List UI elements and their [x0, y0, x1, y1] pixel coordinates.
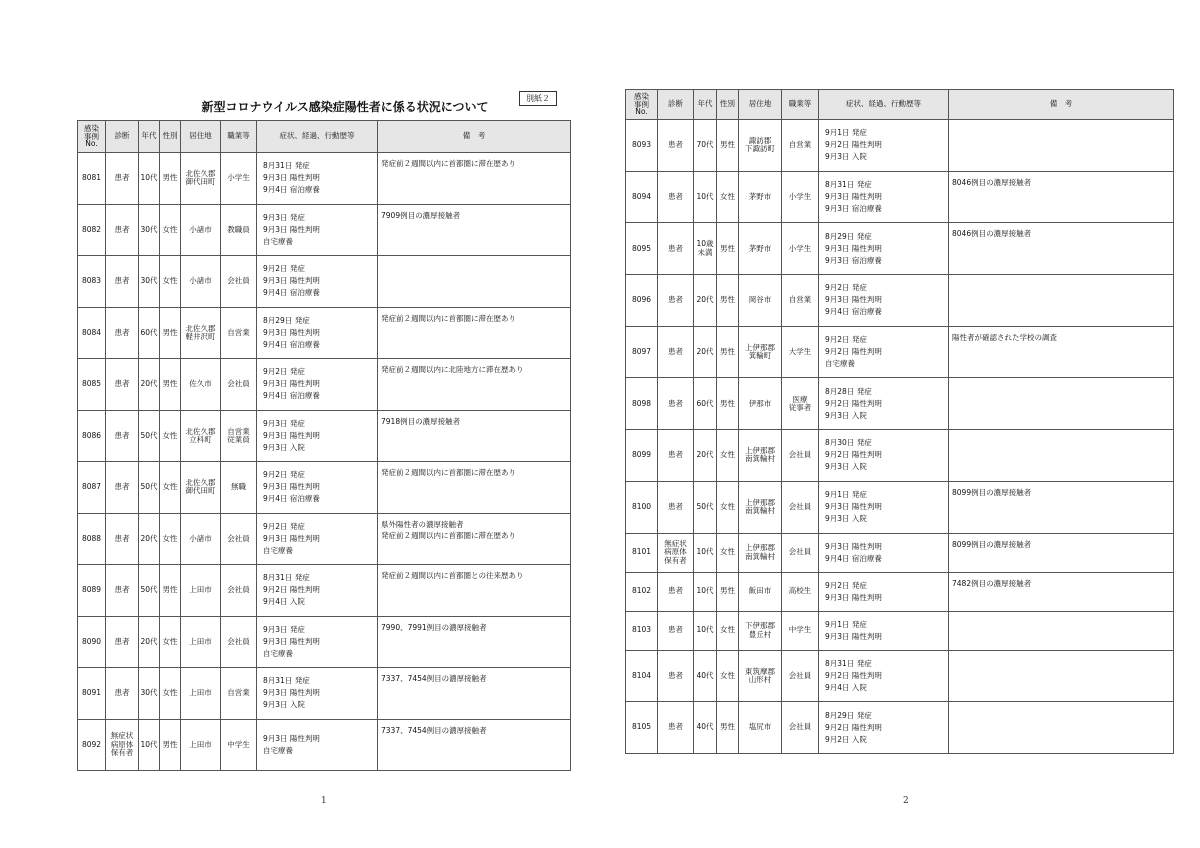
sex-cell: 男性: [717, 120, 739, 172]
age-cell: 40代: [694, 702, 717, 754]
table-row: [78, 616, 571, 668]
table-row: [78, 256, 571, 308]
occupation-cell: 高校生: [782, 572, 819, 611]
sex-cell: 女性: [160, 256, 181, 308]
residence-cell: 伊那市: [739, 378, 782, 430]
table-row: [626, 650, 1174, 702]
age-cell: 70代: [694, 120, 717, 172]
age-cell: 10歳 未満: [694, 223, 717, 275]
sex-cell: 男性: [160, 359, 181, 411]
remarks-cell: 8046例目の濃厚接触者: [949, 223, 1174, 275]
age-cell: 20代: [139, 616, 160, 668]
case-no-cell: 8088: [78, 513, 106, 565]
age-cell: 30代: [139, 668, 160, 720]
occupation-cell: 自営業: [221, 307, 257, 359]
header-diagnosis: 診断: [106, 121, 139, 153]
header-symptoms: 症状、経過、行動歴等: [819, 90, 949, 120]
table-row: [78, 359, 571, 411]
header-diagnosis: 診断: [658, 90, 694, 120]
table-row: [626, 326, 1174, 378]
occupation-cell: 会社員: [782, 481, 819, 533]
remarks-cell: 発症前２週間以内に首都圏に滞在歴あり: [378, 307, 571, 359]
age-cell: 20代: [139, 513, 160, 565]
remarks-cell: 7990、7991例目の濃厚接触者: [378, 616, 571, 668]
age-cell: 50代: [694, 481, 717, 533]
occupation-cell: 会社員: [221, 616, 257, 668]
case-no-cell: 8096: [626, 275, 658, 327]
header-sex: 性別: [160, 121, 181, 153]
diagnosis-cell: 患者: [658, 223, 694, 275]
table-row: [626, 275, 1174, 327]
table-header-row: [78, 121, 571, 153]
diagnosis-cell: 患者: [106, 462, 139, 514]
diagnosis-cell: 患者: [106, 204, 139, 256]
remarks-cell: 7909例目の濃厚接触者: [378, 204, 571, 256]
diagnosis-cell: 患者: [106, 307, 139, 359]
age-cell: 10代: [694, 533, 717, 572]
sex-cell: 男性: [160, 565, 181, 617]
case-no-cell: 8103: [626, 611, 658, 650]
symptoms-cell: 8月28日 発症 9月2日 陽性判明 9月3日 入院: [819, 378, 949, 430]
symptoms-cell: 9月3日 発症 9月3日 陽性判明 自宅療養: [257, 204, 378, 256]
page-2: [600, 0, 1200, 848]
residence-cell: 上伊那郡 南箕輪村: [739, 481, 782, 533]
diagnosis-cell: 患者: [658, 481, 694, 533]
table-row: [78, 410, 571, 462]
diagnosis-cell: 患者: [106, 668, 139, 720]
residence-cell: 上伊那郡 箕輪町: [739, 326, 782, 378]
occupation-cell: 教職員: [221, 204, 257, 256]
residence-cell: 岡谷市: [739, 275, 782, 327]
residence-cell: 小諸市: [181, 204, 221, 256]
case-no-cell: 8082: [78, 204, 106, 256]
case-no-cell: 8090: [78, 616, 106, 668]
table-row: [626, 171, 1174, 223]
table-row: [78, 565, 571, 617]
sex-cell: 男性: [160, 307, 181, 359]
sex-cell: 男性: [160, 719, 181, 771]
table-row: [78, 307, 571, 359]
occupation-cell: 無職: [221, 462, 257, 514]
diagnosis-cell: 患者: [658, 611, 694, 650]
remarks-cell: [949, 275, 1174, 327]
remarks-cell: 7337、7454例目の濃厚接触者: [378, 668, 571, 720]
remarks-cell: 発症前２週間以内に首都圏との往来歴あり: [378, 565, 571, 617]
symptoms-cell: 9月3日 陽性判明 9月4日 宿泊療養: [819, 533, 949, 572]
residence-cell: 佐久市: [181, 359, 221, 411]
symptoms-cell: 8月30日 発症 9月2日 陽性判明 9月3日 入院: [819, 430, 949, 482]
symptoms-cell: 8月31日 発症 9月3日 陽性判明 9月3日 宿泊療養: [819, 171, 949, 223]
occupation-cell: 中学生: [221, 719, 257, 771]
residence-cell: 茅野市: [739, 171, 782, 223]
remarks-cell: [949, 611, 1174, 650]
page-number: 2: [903, 796, 909, 806]
age-cell: 20代: [139, 359, 160, 411]
occupation-cell: 会社員: [782, 650, 819, 702]
table-row: [78, 668, 571, 720]
sex-cell: 女性: [160, 513, 181, 565]
header-residence: 居住地: [739, 90, 782, 120]
table-row: [78, 513, 571, 565]
symptoms-cell: 9月2日 発症 9月3日 陽性判明 9月4日 宿泊療養: [257, 359, 378, 411]
sex-cell: 男性: [717, 275, 739, 327]
symptoms-cell: 9月1日 発症 9月3日 陽性判明: [819, 611, 949, 650]
diagnosis-cell: 患者: [106, 153, 139, 205]
age-cell: 30代: [139, 256, 160, 308]
case-no-cell: 8092: [78, 719, 106, 771]
case-no-cell: 8085: [78, 359, 106, 411]
occupation-cell: 自営業 従業員: [221, 410, 257, 462]
age-cell: 40代: [694, 650, 717, 702]
table-row: [78, 462, 571, 514]
header-age: 年代: [694, 90, 717, 120]
table-row: [78, 204, 571, 256]
remarks-cell: [949, 702, 1174, 754]
case-no-cell: 8083: [78, 256, 106, 308]
case-no-cell: 8087: [78, 462, 106, 514]
residence-cell: 上田市: [181, 668, 221, 720]
diagnosis-cell: 患者: [106, 565, 139, 617]
symptoms-cell: 9月2日 発症 9月3日 陽性判明 9月4日 宿泊療養: [819, 275, 949, 327]
age-cell: 50代: [139, 462, 160, 514]
residence-cell: 茅野市: [739, 223, 782, 275]
diagnosis-cell: 患者: [106, 616, 139, 668]
diagnosis-cell: 患者: [658, 702, 694, 754]
diagnosis-cell: 患者: [658, 430, 694, 482]
case-no-cell: 8093: [626, 120, 658, 172]
age-cell: 20代: [694, 275, 717, 327]
diagnosis-cell: 患者: [106, 513, 139, 565]
age-cell: 50代: [139, 565, 160, 617]
residence-cell: 小諸市: [181, 513, 221, 565]
occupation-cell: 会社員: [221, 513, 257, 565]
diagnosis-cell: 患者: [106, 256, 139, 308]
occupation-cell: 自営業: [782, 120, 819, 172]
table-row: [626, 378, 1174, 430]
header-age: 年代: [139, 121, 160, 153]
remarks-cell: [949, 120, 1174, 172]
case-no-cell: 8102: [626, 572, 658, 611]
sex-cell: 男性: [717, 702, 739, 754]
symptoms-cell: 8月29日 発症 9月3日 陽性判明 9月4日 宿泊療養: [257, 307, 378, 359]
symptoms-cell: 9月3日 発症 9月3日 陽性判明 自宅療養: [257, 616, 378, 668]
case-no-cell: 8097: [626, 326, 658, 378]
symptoms-cell: 9月3日 陽性判明 自宅療養: [257, 719, 378, 771]
residence-cell: 北佐久郡 立科町: [181, 410, 221, 462]
table-row: [626, 533, 1174, 572]
case-no-cell: 8089: [78, 565, 106, 617]
header-symptoms: 症状、経過、行動歴等: [257, 121, 378, 153]
remarks-cell: 7337、7454例目の濃厚接触者: [378, 719, 571, 771]
age-cell: 10代: [694, 171, 717, 223]
sex-cell: 男性: [717, 326, 739, 378]
residence-cell: 上田市: [181, 565, 221, 617]
occupation-cell: 小学生: [221, 153, 257, 205]
remarks-cell: 発症前２週間以内に北陸地方に滞在歴あり: [378, 359, 571, 411]
occupation-cell: 小学生: [782, 223, 819, 275]
case-table-page-1: [77, 120, 571, 771]
diagnosis-cell: 無症状 病原体 保有者: [658, 533, 694, 572]
occupation-cell: 会社員: [221, 256, 257, 308]
residence-cell: 諏訪郡 下諏訪町: [739, 120, 782, 172]
remarks-cell: [949, 430, 1174, 482]
sex-cell: 男性: [717, 572, 739, 611]
header-case-no: 感染 事例 No.: [78, 121, 106, 153]
sex-cell: 男性: [717, 378, 739, 430]
remarks-cell: 発症前２週間以内に首都圏に滞在歴あり: [378, 153, 571, 205]
occupation-cell: 会社員: [782, 533, 819, 572]
residence-cell: 下伊那郡 豊丘村: [739, 611, 782, 650]
occupation-cell: 会社員: [782, 430, 819, 482]
occupation-cell: 会社員: [221, 359, 257, 411]
occupation-cell: 中学生: [782, 611, 819, 650]
diagnosis-cell: 患者: [106, 359, 139, 411]
remarks-cell: [378, 256, 571, 308]
residence-cell: 北佐久郡 軽井沢町: [181, 307, 221, 359]
document-title: 新型コロナウイルス感染症陽性者に係る状況について: [201, 100, 489, 114]
sex-cell: 女性: [160, 204, 181, 256]
symptoms-cell: 9月1日 発症 9月3日 陽性判明 9月3日 入院: [819, 481, 949, 533]
sex-cell: 男性: [717, 223, 739, 275]
age-cell: 10代: [139, 153, 160, 205]
sex-cell: 女性: [717, 611, 739, 650]
remarks-cell: 陽性者が確認された学校の調査: [949, 326, 1174, 378]
page-number: 1: [321, 796, 327, 806]
symptoms-cell: 8月31日 発症 9月2日 陽性判明 9月4日 入院: [819, 650, 949, 702]
table-row: [78, 153, 571, 205]
case-no-cell: 8101: [626, 533, 658, 572]
occupation-cell: 自営業: [782, 275, 819, 327]
sex-cell: 女性: [160, 616, 181, 668]
age-cell: 30代: [139, 204, 160, 256]
remarks-cell: 7482例目の濃厚接触者: [949, 572, 1174, 611]
occupation-cell: 医療 従事者: [782, 378, 819, 430]
case-no-cell: 8099: [626, 430, 658, 482]
diagnosis-cell: 患者: [658, 171, 694, 223]
header-occupation: 職業等: [782, 90, 819, 120]
residence-cell: 小諸市: [181, 256, 221, 308]
age-cell: 20代: [694, 430, 717, 482]
residence-cell: 北佐久郡 御代田町: [181, 462, 221, 514]
table-row: [626, 430, 1174, 482]
header-remarks: 備 考: [949, 90, 1174, 120]
age-cell: 50代: [139, 410, 160, 462]
symptoms-cell: 9月2日 発症 9月3日 陽性判明 9月4日 宿泊療養: [257, 462, 378, 514]
occupation-cell: 自営業: [221, 668, 257, 720]
case-no-cell: 8094: [626, 171, 658, 223]
diagnosis-cell: 患者: [658, 275, 694, 327]
case-no-cell: 8105: [626, 702, 658, 754]
case-no-cell: 8104: [626, 650, 658, 702]
age-cell: 60代: [139, 307, 160, 359]
remarks-cell: [949, 650, 1174, 702]
remarks-cell: 8099例目の濃厚接触者: [949, 533, 1174, 572]
table-header-row: [626, 90, 1174, 120]
sex-cell: 女性: [160, 462, 181, 514]
symptoms-cell: 9月3日 発症 9月3日 陽性判明 9月3日 入院: [257, 410, 378, 462]
diagnosis-cell: 患者: [658, 572, 694, 611]
symptoms-cell: 9月2日 発症 9月3日 陽性判明 9月4日 宿泊療養: [257, 256, 378, 308]
case-no-cell: 8100: [626, 481, 658, 533]
sex-cell: 女性: [717, 650, 739, 702]
diagnosis-cell: 無症状 病原体 保有者: [106, 719, 139, 771]
age-cell: 10代: [694, 611, 717, 650]
sex-cell: 男性: [160, 153, 181, 205]
remarks-cell: 8099例目の濃厚接触者: [949, 481, 1174, 533]
sex-cell: 女性: [717, 533, 739, 572]
occupation-cell: 会社員: [221, 565, 257, 617]
residence-cell: 上田市: [181, 719, 221, 771]
occupation-cell: 大学生: [782, 326, 819, 378]
remarks-cell: 発症前２週間以内に首都圏に滞在歴あり: [378, 462, 571, 514]
remarks-cell: 県外陽性者の濃厚接触者 発症前２週間以内に首都圏に滞在歴あり: [378, 513, 571, 565]
age-cell: 60代: [694, 378, 717, 430]
diagnosis-cell: 患者: [658, 650, 694, 702]
table-row: [626, 120, 1174, 172]
residence-cell: 上伊那郡 南箕輪村: [739, 533, 782, 572]
sex-cell: 女性: [717, 430, 739, 482]
table-row: [626, 611, 1174, 650]
symptoms-cell: 8月31日 発症 9月3日 陽性判明 9月4日 宿泊療養: [257, 153, 378, 205]
symptoms-cell: 9月2日 発症 9月3日 陽性判明 自宅療養: [257, 513, 378, 565]
symptoms-cell: 8月31日 発症 9月3日 陽性判明 9月3日 入院: [257, 668, 378, 720]
remarks-cell: 8046例目の濃厚接触者: [949, 171, 1174, 223]
annex-label: 別紙２: [519, 91, 557, 106]
header-residence: 居住地: [181, 121, 221, 153]
sex-cell: 女性: [160, 668, 181, 720]
table-row: [626, 223, 1174, 275]
residence-cell: 上伊那郡 南箕輪村: [739, 430, 782, 482]
occupation-cell: 小学生: [782, 171, 819, 223]
header-occupation: 職業等: [221, 121, 257, 153]
residence-cell: 北佐久郡 御代田町: [181, 153, 221, 205]
diagnosis-cell: 患者: [658, 378, 694, 430]
table-row: [626, 702, 1174, 754]
sex-cell: 女性: [160, 410, 181, 462]
header-remarks: 備 考: [378, 121, 571, 153]
residence-cell: 上田市: [181, 616, 221, 668]
case-no-cell: 8084: [78, 307, 106, 359]
age-cell: 20代: [694, 326, 717, 378]
occupation-cell: 会社員: [782, 702, 819, 754]
age-cell: 10代: [139, 719, 160, 771]
remarks-cell: [949, 378, 1174, 430]
age-cell: 10代: [694, 572, 717, 611]
case-no-cell: 8086: [78, 410, 106, 462]
symptoms-cell: 8月29日 発症 9月3日 陽性判明 9月3日 宿泊療養: [819, 223, 949, 275]
sex-cell: 女性: [717, 481, 739, 533]
residence-cell: 飯田市: [739, 572, 782, 611]
table-row: [626, 572, 1174, 611]
symptoms-cell: 9月2日 発症 9月2日 陽性判明 自宅療養: [819, 326, 949, 378]
symptoms-cell: 8月29日 発症 9月2日 陽性判明 9月2日 入院: [819, 702, 949, 754]
residence-cell: 塩尻市: [739, 702, 782, 754]
case-no-cell: 8098: [626, 378, 658, 430]
table-row: [626, 481, 1174, 533]
header-case-no: 感染 事例 No.: [626, 90, 658, 120]
table-row: [78, 719, 571, 771]
case-no-cell: 8081: [78, 153, 106, 205]
diagnosis-cell: 患者: [106, 410, 139, 462]
diagnosis-cell: 患者: [658, 120, 694, 172]
symptoms-cell: 8月31日 発症 9月2日 陽性判明 9月4日 入院: [257, 565, 378, 617]
residence-cell: 東筑摩郡 山形村: [739, 650, 782, 702]
case-table-page-2: [625, 89, 1174, 754]
symptoms-cell: 9月2日 発症 9月3日 陽性判明: [819, 572, 949, 611]
case-no-cell: 8095: [626, 223, 658, 275]
diagnosis-cell: 患者: [658, 326, 694, 378]
remarks-cell: 7918例目の濃厚接触者: [378, 410, 571, 462]
case-no-cell: 8091: [78, 668, 106, 720]
sex-cell: 女性: [717, 171, 739, 223]
symptoms-cell: 9月1日 発症 9月2日 陽性判明 9月3日 入院: [819, 120, 949, 172]
header-sex: 性別: [717, 90, 739, 120]
